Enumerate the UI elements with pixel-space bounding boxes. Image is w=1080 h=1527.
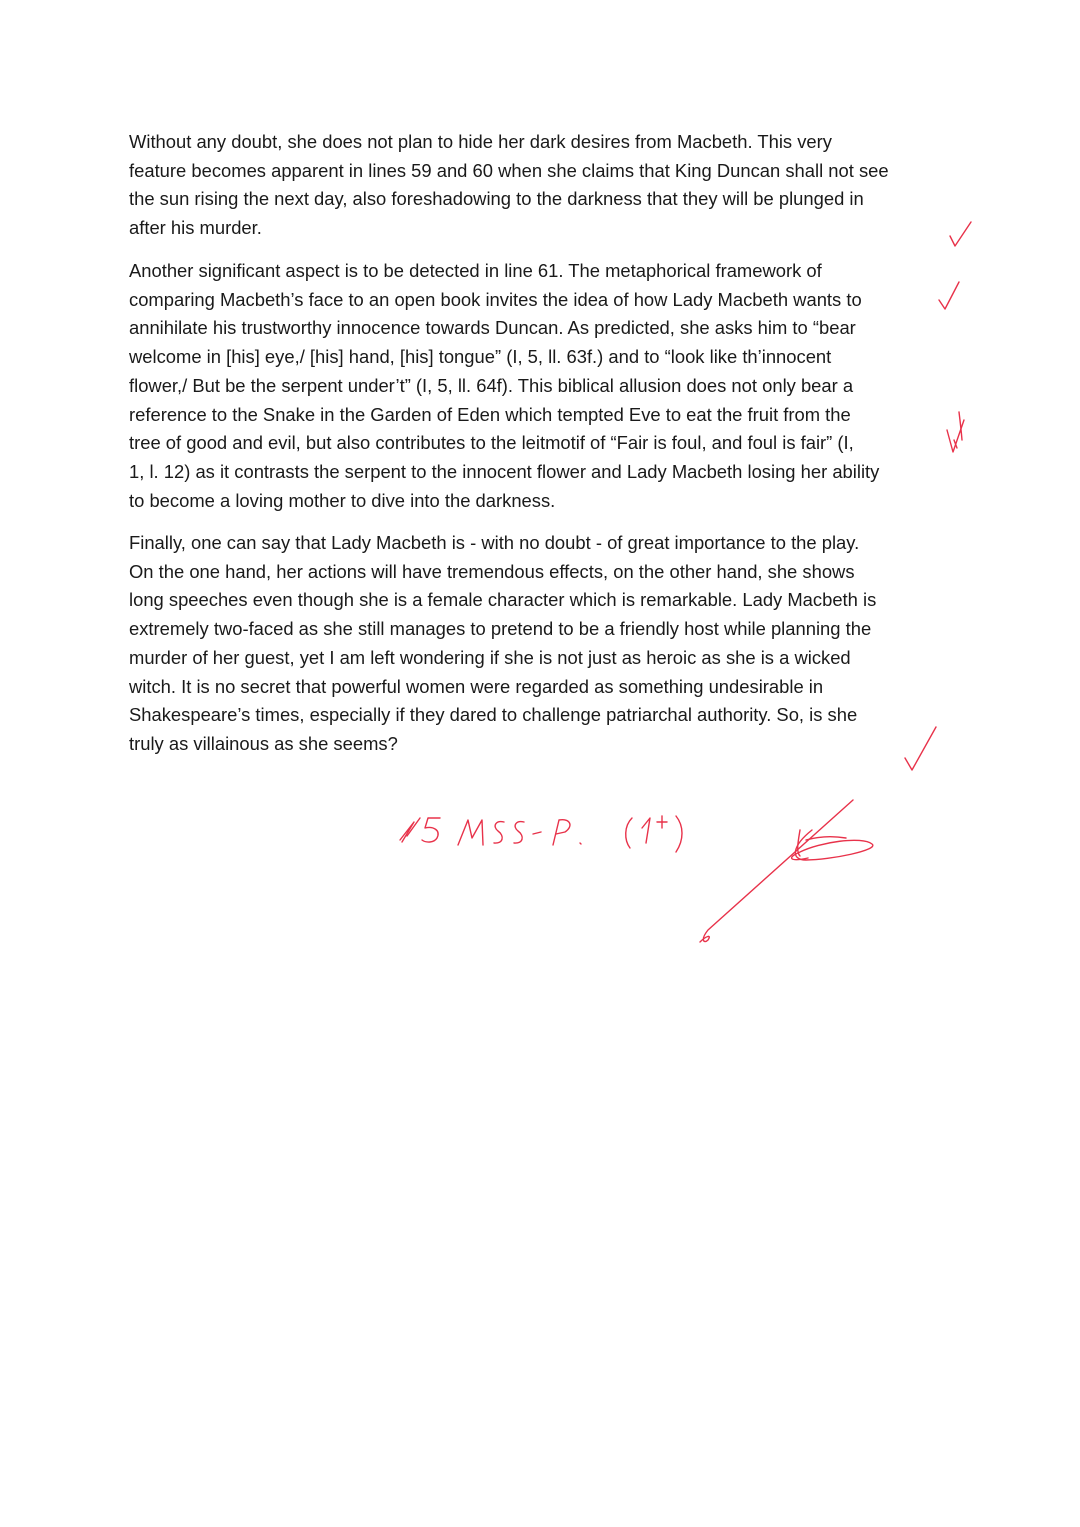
text-line: Shakespeare’s times, especially if they dared to challenge patriarchal authority. So, is she [129,704,858,726]
signature-icon [700,800,873,942]
text-line: On the one hand, her actions will have tremendous effects, on the other hand, she shows [129,560,855,582]
text-line: welcome in [his] eye,/ [his] hand, [his] tongue” (I, 5, ll. 63f.) and to “look like th’innocent [129,346,832,368]
text-line: feature becomes apparent in lines 59 and 60 when she claims that King Duncan shall not see [129,159,889,181]
text-line: comparing Macbeth’s face to an open book invites the idea of how Lady Macbeth wants to [129,288,862,310]
text-line: annihilate his trustworthy innocence towards Duncan. As predicted, she asks him to “bear [129,317,856,339]
text-line: Without any doubt, she does not plan to hide her dark desires from Macbeth. This very [129,131,832,152]
text-line: truly as villainous as she seems? [129,732,398,754]
grade-handwriting [400,816,682,852]
text-line: murder of her guest, yet I am left wondering if she is not just as heroic as she is a wicked [129,646,851,668]
text-line: tree of good and evil, but also contributes to the leitmotif of “Fair is foul, and foul is fair” (I, [129,432,854,454]
text-line: witch. It is no secret that powerful women were regarded as something undesirable in [129,675,824,697]
text-line: to become a loving mother to dive into the darkness. [129,489,556,511]
text-line: after his murder. [129,217,262,239]
paragraph-2 [129,257,959,515]
text-line: Another significant aspect is to be detected in line 61. The metaphorical framework of [129,260,822,281]
text-line: flower,/ But be the serpent under’t” (I, 5, ll. 64f). This biblical allusion does not only bear a [129,374,854,396]
text-line: Finally, one can say that Lady Macbeth is - with no doubt - of great importance to the play. [129,532,860,553]
text-line: long speeches even though she is a female character which is remarkable. Lady Macbeth is [129,589,877,611]
text-line: reference to the Snake in the Garden of Eden which tempted Eve to eat the fruit from the [129,403,851,425]
paragraph-3 [129,529,959,759]
text-line: extremely two-faced as she still manages to pretend to be a friendly host while planning the [129,618,872,640]
text-line: the sun rising the next day, also foreshadowing to the darkness that they will be plunged in [129,188,864,210]
paragraph-1 [129,128,959,243]
text-line: 1, l. 12) as it contrasts the serpent to the innocent flower and Lady Macbeth losing her ability [129,460,880,482]
